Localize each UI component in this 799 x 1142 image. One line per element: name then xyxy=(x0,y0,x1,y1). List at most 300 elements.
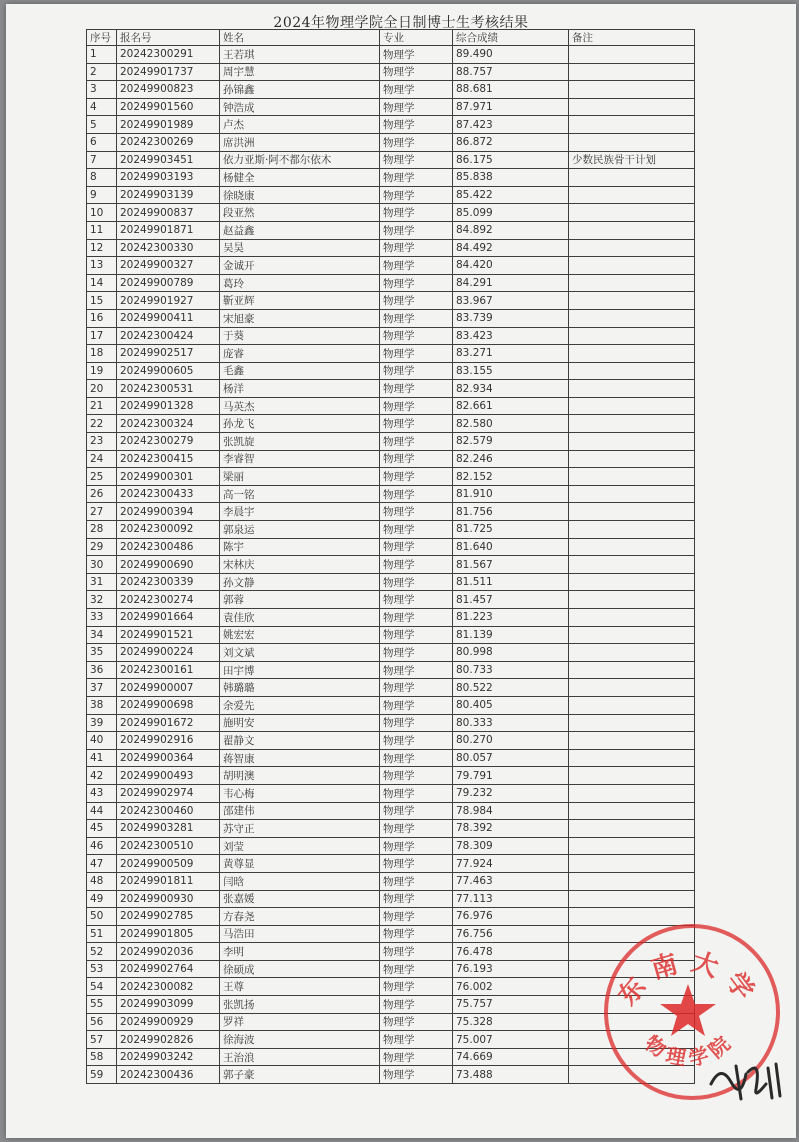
cell-seq: 41 xyxy=(87,749,117,767)
table-row xyxy=(87,837,695,855)
cell-seq: 39 xyxy=(87,714,117,732)
cell-seq: 47 xyxy=(87,855,117,873)
cell-note xyxy=(569,714,695,732)
cell-reg-no: 20242300510 xyxy=(117,837,220,855)
cell-name: 刘文斌 xyxy=(220,644,380,662)
cell-major: 物理学 xyxy=(380,450,453,468)
cell-note xyxy=(569,890,695,908)
table-row xyxy=(87,925,695,943)
cell-note xyxy=(569,239,695,257)
cell-seq: 55 xyxy=(87,996,117,1014)
table-row xyxy=(87,767,695,785)
cell-note xyxy=(569,784,695,802)
cell-name: 徐晓康 xyxy=(220,186,380,204)
table-row xyxy=(87,327,695,345)
table-row xyxy=(87,573,695,591)
cell-reg-no: 20249900837 xyxy=(117,204,220,222)
table-row xyxy=(87,503,695,521)
cell-seq: 8 xyxy=(87,169,117,187)
table-row xyxy=(87,872,695,890)
cell-note xyxy=(569,274,695,292)
table-row xyxy=(87,521,695,539)
cell-major: 物理学 xyxy=(380,802,453,820)
document-page xyxy=(6,4,796,1138)
cell-name: 余爱先 xyxy=(220,696,380,714)
cell-score: 78.309 xyxy=(453,837,569,855)
cell-score: 76.478 xyxy=(453,943,569,961)
cell-note xyxy=(569,908,695,926)
cell-major: 物理学 xyxy=(380,98,453,116)
cell-reg-no: 20242300415 xyxy=(117,450,220,468)
cell-seq: 22 xyxy=(87,415,117,433)
cell-seq: 50 xyxy=(87,908,117,926)
cell-name: 张凯旋 xyxy=(220,433,380,451)
cell-note: 少数民族骨干计划 xyxy=(569,151,695,169)
cell-score: 84.492 xyxy=(453,239,569,257)
table-row xyxy=(87,732,695,750)
cell-score: 83.739 xyxy=(453,309,569,327)
cell-major: 物理学 xyxy=(380,661,453,679)
cell-seq: 5 xyxy=(87,116,117,134)
cell-name: 袁佳欣 xyxy=(220,609,380,627)
cell-seq: 42 xyxy=(87,767,117,785)
cell-reg-no: 20249900605 xyxy=(117,362,220,380)
cell-score: 80.333 xyxy=(453,714,569,732)
cell-score: 81.457 xyxy=(453,591,569,609)
results-table xyxy=(86,29,695,1084)
cell-note xyxy=(569,450,695,468)
cell-major: 物理学 xyxy=(380,81,453,99)
table-row xyxy=(87,239,695,257)
cell-score: 74.669 xyxy=(453,1048,569,1066)
cell-note xyxy=(569,345,695,363)
cell-seq: 52 xyxy=(87,943,117,961)
cell-name: 施明安 xyxy=(220,714,380,732)
cell-seq: 30 xyxy=(87,556,117,574)
cell-note xyxy=(569,538,695,556)
cell-note xyxy=(569,626,695,644)
cell-major: 物理学 xyxy=(380,837,453,855)
cell-reg-no: 20249901871 xyxy=(117,221,220,239)
cell-reg-no: 20249900690 xyxy=(117,556,220,574)
table-row xyxy=(87,784,695,802)
cell-seq: 20 xyxy=(87,380,117,398)
cell-reg-no: 20242300424 xyxy=(117,327,220,345)
cell-score: 84.291 xyxy=(453,274,569,292)
cell-major: 物理学 xyxy=(380,714,453,732)
cell-note xyxy=(569,415,695,433)
cell-score: 80.057 xyxy=(453,749,569,767)
cell-score: 76.002 xyxy=(453,978,569,996)
cell-score: 80.733 xyxy=(453,661,569,679)
cell-score: 79.791 xyxy=(453,767,569,785)
cell-name: 苏守正 xyxy=(220,820,380,838)
cell-name: 田宇博 xyxy=(220,661,380,679)
cell-name: 段亚然 xyxy=(220,204,380,222)
cell-note xyxy=(569,397,695,415)
cell-major: 物理学 xyxy=(380,433,453,451)
cell-seq: 37 xyxy=(87,679,117,697)
cell-reg-no: 20249900007 xyxy=(117,679,220,697)
cell-score: 82.580 xyxy=(453,415,569,433)
cell-seq: 6 xyxy=(87,133,117,151)
cell-seq: 43 xyxy=(87,784,117,802)
cell-seq: 59 xyxy=(87,1066,117,1084)
cell-note xyxy=(569,767,695,785)
cell-score: 80.522 xyxy=(453,679,569,697)
cell-name: 刘莹 xyxy=(220,837,380,855)
cell-seq: 40 xyxy=(87,732,117,750)
cell-major: 物理学 xyxy=(380,943,453,961)
cell-major: 物理学 xyxy=(380,169,453,187)
table-row xyxy=(87,696,695,714)
table-row xyxy=(87,591,695,609)
cell-note xyxy=(569,98,695,116)
table-row xyxy=(87,362,695,380)
cell-score: 85.422 xyxy=(453,186,569,204)
table-row xyxy=(87,133,695,151)
table-row xyxy=(87,397,695,415)
cell-name: 宋旭豪 xyxy=(220,309,380,327)
cell-reg-no: 20249902517 xyxy=(117,345,220,363)
cell-name: 张嘉媛 xyxy=(220,890,380,908)
cell-seq: 53 xyxy=(87,960,117,978)
cell-note xyxy=(569,644,695,662)
column-header-seq: 序号 xyxy=(87,30,117,46)
cell-major: 物理学 xyxy=(380,1066,453,1084)
cell-score: 77.113 xyxy=(453,890,569,908)
table-row xyxy=(87,380,695,398)
cell-name: 葛玲 xyxy=(220,274,380,292)
cell-seq: 2 xyxy=(87,63,117,81)
table-row xyxy=(87,169,695,187)
seal-star-icon xyxy=(660,984,716,1036)
column-header-name: 姓名 xyxy=(220,30,380,46)
cell-seq: 29 xyxy=(87,538,117,556)
cell-seq: 4 xyxy=(87,98,117,116)
cell-reg-no: 20249900823 xyxy=(117,81,220,99)
cell-reg-no: 20242300330 xyxy=(117,239,220,257)
cell-score: 86.872 xyxy=(453,133,569,151)
cell-major: 物理学 xyxy=(380,767,453,785)
table-row xyxy=(87,274,695,292)
cell-name: 张凯扬 xyxy=(220,996,380,1014)
table-row xyxy=(87,1066,695,1084)
cell-name: 赵益鑫 xyxy=(220,221,380,239)
cell-name: 王治浪 xyxy=(220,1048,380,1066)
cell-reg-no: 20249900301 xyxy=(117,468,220,486)
cell-major: 物理学 xyxy=(380,626,453,644)
cell-major: 物理学 xyxy=(380,221,453,239)
cell-reg-no: 20242300274 xyxy=(117,591,220,609)
cell-seq: 13 xyxy=(87,257,117,275)
cell-score: 81.567 xyxy=(453,556,569,574)
cell-score: 78.984 xyxy=(453,802,569,820)
cell-note xyxy=(569,169,695,187)
table-row xyxy=(87,609,695,627)
cell-name: 黄尊显 xyxy=(220,855,380,873)
cell-reg-no: 20249901927 xyxy=(117,292,220,310)
table-row xyxy=(87,116,695,134)
cell-major: 物理学 xyxy=(380,397,453,415)
cell-seq: 1 xyxy=(87,46,117,64)
table-row xyxy=(87,820,695,838)
cell-reg-no: 20249900364 xyxy=(117,749,220,767)
cell-note xyxy=(569,503,695,521)
table-row xyxy=(87,978,695,996)
table-row xyxy=(87,98,695,116)
cell-name: 李睿智 xyxy=(220,450,380,468)
cell-note xyxy=(569,221,695,239)
cell-name: 毛鑫 xyxy=(220,362,380,380)
cell-seq: 54 xyxy=(87,978,117,996)
cell-name: 孙文静 xyxy=(220,573,380,591)
cell-score: 82.661 xyxy=(453,397,569,415)
cell-seq: 44 xyxy=(87,802,117,820)
cell-major: 物理学 xyxy=(380,309,453,327)
cell-seq: 19 xyxy=(87,362,117,380)
cell-note xyxy=(569,749,695,767)
cell-name: 姚宏宏 xyxy=(220,626,380,644)
cell-score: 83.155 xyxy=(453,362,569,380)
cell-reg-no: 20242300279 xyxy=(117,433,220,451)
cell-seq: 17 xyxy=(87,327,117,345)
document-title: 2024年物理学院全日制博士生考核结果 xyxy=(273,15,529,31)
cell-seq: 35 xyxy=(87,644,117,662)
cell-score: 80.270 xyxy=(453,732,569,750)
cell-note xyxy=(569,802,695,820)
cell-score: 77.463 xyxy=(453,872,569,890)
cell-seq: 16 xyxy=(87,309,117,327)
cell-major: 物理学 xyxy=(380,362,453,380)
cell-seq: 49 xyxy=(87,890,117,908)
cell-score: 82.579 xyxy=(453,433,569,451)
seal-text-bottom: 物理学院 xyxy=(640,1027,740,1072)
cell-name: 韦心梅 xyxy=(220,784,380,802)
cell-seq: 33 xyxy=(87,609,117,627)
cell-seq: 21 xyxy=(87,397,117,415)
cell-seq: 18 xyxy=(87,345,117,363)
cell-reg-no: 20249901805 xyxy=(117,925,220,943)
cell-name: 徐海波 xyxy=(220,1031,380,1049)
cell-note xyxy=(569,573,695,591)
cell-reg-no: 20249900930 xyxy=(117,890,220,908)
cell-note xyxy=(569,661,695,679)
cell-note xyxy=(569,696,695,714)
cell-score: 75.007 xyxy=(453,1031,569,1049)
cell-major: 物理学 xyxy=(380,485,453,503)
cell-major: 物理学 xyxy=(380,116,453,134)
cell-seq: 23 xyxy=(87,433,117,451)
cell-major: 物理学 xyxy=(380,151,453,169)
cell-major: 物理学 xyxy=(380,960,453,978)
cell-score: 82.246 xyxy=(453,450,569,468)
cell-seq: 9 xyxy=(87,186,117,204)
cell-score: 82.934 xyxy=(453,380,569,398)
cell-major: 物理学 xyxy=(380,538,453,556)
cell-seq: 15 xyxy=(87,292,117,310)
cell-seq: 7 xyxy=(87,151,117,169)
cell-reg-no: 20242300324 xyxy=(117,415,220,433)
cell-seq: 57 xyxy=(87,1031,117,1049)
cell-seq: 45 xyxy=(87,820,117,838)
cell-seq: 48 xyxy=(87,872,117,890)
cell-reg-no: 20249902974 xyxy=(117,784,220,802)
handwritten-signature xyxy=(706,1054,786,1108)
cell-major: 物理学 xyxy=(380,679,453,697)
table-row xyxy=(87,468,695,486)
cell-reg-no: 20249902785 xyxy=(117,908,220,926)
cell-reg-no: 20242300531 xyxy=(117,380,220,398)
cell-major: 物理学 xyxy=(380,257,453,275)
cell-seq: 27 xyxy=(87,503,117,521)
cell-score: 75.328 xyxy=(453,1013,569,1031)
cell-name: 钟浩成 xyxy=(220,98,380,116)
cell-note xyxy=(569,309,695,327)
cell-name: 陈宇 xyxy=(220,538,380,556)
cell-name: 宋林庆 xyxy=(220,556,380,574)
cell-note xyxy=(569,433,695,451)
cell-name: 李明 xyxy=(220,943,380,961)
column-header-reg-no: 报名号 xyxy=(117,30,220,46)
cell-seq: 36 xyxy=(87,661,117,679)
cell-major: 物理学 xyxy=(380,908,453,926)
cell-score: 89.490 xyxy=(453,46,569,64)
cell-reg-no: 20249903451 xyxy=(117,151,220,169)
cell-note xyxy=(569,327,695,345)
cell-major: 物理学 xyxy=(380,1048,453,1066)
cell-note xyxy=(569,63,695,81)
cell-major: 物理学 xyxy=(380,978,453,996)
cell-reg-no: 20242300460 xyxy=(117,802,220,820)
cell-score: 88.757 xyxy=(453,63,569,81)
table-row xyxy=(87,186,695,204)
cell-name: 靳亚辉 xyxy=(220,292,380,310)
cell-major: 物理学 xyxy=(380,345,453,363)
cell-reg-no: 20249900698 xyxy=(117,696,220,714)
cell-name: 胡明澳 xyxy=(220,767,380,785)
cell-seq: 24 xyxy=(87,450,117,468)
cell-score: 76.756 xyxy=(453,925,569,943)
table-row xyxy=(87,890,695,908)
cell-score: 81.640 xyxy=(453,538,569,556)
cell-major: 物理学 xyxy=(380,521,453,539)
cell-score: 87.971 xyxy=(453,98,569,116)
cell-name: 高一铭 xyxy=(220,485,380,503)
cell-note xyxy=(569,292,695,310)
cell-name: 徐硕成 xyxy=(220,960,380,978)
cell-note xyxy=(569,485,695,503)
cell-reg-no: 20249903242 xyxy=(117,1048,220,1066)
cell-major: 物理学 xyxy=(380,696,453,714)
cell-score: 79.232 xyxy=(453,784,569,802)
cell-seq: 51 xyxy=(87,925,117,943)
cell-seq: 11 xyxy=(87,221,117,239)
cell-major: 物理学 xyxy=(380,855,453,873)
cell-reg-no: 20242300486 xyxy=(117,538,220,556)
cell-name: 孙锦鑫 xyxy=(220,81,380,99)
cell-major: 物理学 xyxy=(380,204,453,222)
cell-note xyxy=(569,820,695,838)
cell-score: 86.175 xyxy=(453,151,569,169)
cell-reg-no: 20249902036 xyxy=(117,943,220,961)
table-row xyxy=(87,415,695,433)
cell-reg-no: 20242300291 xyxy=(117,46,220,64)
column-header-major: 专业 xyxy=(380,30,453,46)
cell-reg-no: 20249901989 xyxy=(117,116,220,134)
cell-major: 物理学 xyxy=(380,820,453,838)
cell-score: 80.405 xyxy=(453,696,569,714)
table-row xyxy=(87,943,695,961)
cell-reg-no: 20249900394 xyxy=(117,503,220,521)
cell-note xyxy=(569,116,695,134)
cell-reg-no: 20249900509 xyxy=(117,855,220,873)
cell-major: 物理学 xyxy=(380,784,453,802)
cell-seq: 26 xyxy=(87,485,117,503)
table-row xyxy=(87,661,695,679)
cell-reg-no: 20249900929 xyxy=(117,1013,220,1031)
cell-note xyxy=(569,872,695,890)
cell-reg-no: 20249900789 xyxy=(117,274,220,292)
cell-name: 蒋智康 xyxy=(220,749,380,767)
cell-major: 物理学 xyxy=(380,732,453,750)
table-row xyxy=(87,204,695,222)
cell-name: 王尊 xyxy=(220,978,380,996)
cell-score: 83.967 xyxy=(453,292,569,310)
cell-major: 物理学 xyxy=(380,415,453,433)
cell-note xyxy=(569,556,695,574)
cell-score: 80.998 xyxy=(453,644,569,662)
cell-name: 韩璐璐 xyxy=(220,679,380,697)
cell-major: 物理学 xyxy=(380,239,453,257)
cell-name: 罗祥 xyxy=(220,1013,380,1031)
cell-name: 周宇慧 xyxy=(220,63,380,81)
cell-seq: 56 xyxy=(87,1013,117,1031)
cell-seq: 3 xyxy=(87,81,117,99)
cell-major: 物理学 xyxy=(380,556,453,574)
cell-major: 物理学 xyxy=(380,133,453,151)
cell-name: 郭子豪 xyxy=(220,1066,380,1084)
table-row xyxy=(87,221,695,239)
cell-reg-no: 20249901737 xyxy=(117,63,220,81)
cell-name: 吴昊 xyxy=(220,239,380,257)
table-row xyxy=(87,1048,695,1066)
cell-note xyxy=(569,837,695,855)
cell-note xyxy=(569,133,695,151)
cell-reg-no: 20249900493 xyxy=(117,767,220,785)
cell-name: 席洪洲 xyxy=(220,133,380,151)
cell-reg-no: 20249903099 xyxy=(117,996,220,1014)
column-header-note: 备注 xyxy=(569,30,695,46)
cell-name: 马浩田 xyxy=(220,925,380,943)
cell-reg-no: 20249901811 xyxy=(117,872,220,890)
table-row xyxy=(87,46,695,64)
table-row xyxy=(87,802,695,820)
cell-reg-no: 20242300161 xyxy=(117,661,220,679)
cell-reg-no: 20242300339 xyxy=(117,573,220,591)
column-header-score: 综合成绩 xyxy=(453,30,569,46)
table-row xyxy=(87,749,695,767)
cell-score: 81.139 xyxy=(453,626,569,644)
cell-reg-no: 20249901672 xyxy=(117,714,220,732)
cell-reg-no: 20242300269 xyxy=(117,133,220,151)
cell-reg-no: 20249901521 xyxy=(117,626,220,644)
cell-score: 81.511 xyxy=(453,573,569,591)
cell-reg-no: 20249900411 xyxy=(117,309,220,327)
table-row xyxy=(87,450,695,468)
cell-note xyxy=(569,186,695,204)
table-row xyxy=(87,485,695,503)
